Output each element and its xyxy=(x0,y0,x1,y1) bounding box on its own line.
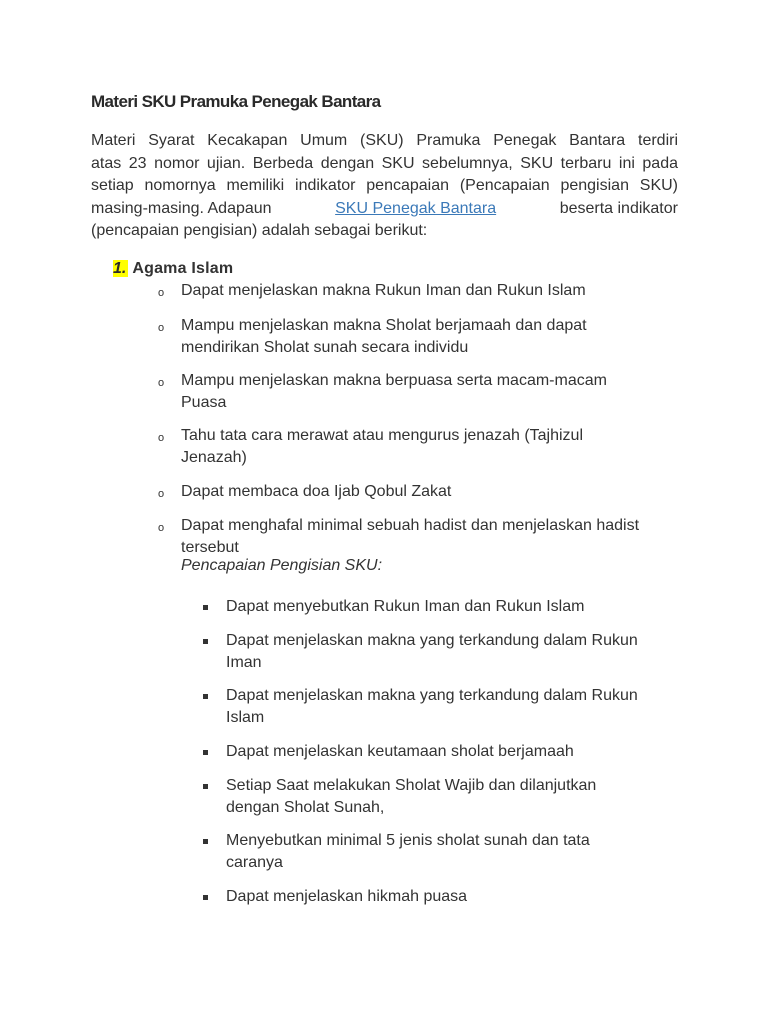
intro-line: setiap nomornya memiliki indikator pencapaian (Pencapaian pengisian SKU) xyxy=(91,177,678,194)
intro-line xyxy=(91,198,678,221)
list-item-text: Dapat menjelaskan makna yang terkandung dalam Rukun xyxy=(226,632,638,649)
list-item-text: Jenazah) xyxy=(181,449,247,466)
circle-bullet-icon: o xyxy=(158,488,165,500)
achievement-subheading: Pencapaian Pengisian SKU: xyxy=(181,557,383,574)
intro-line: Materi Syarat Kecakapan Umum (SKU) Pramuka Penegak Bantara terdiri xyxy=(91,132,678,149)
list-item-text: Dapat menghafal minimal sebuah hadist dan menjelaskan hadist xyxy=(181,517,640,534)
square-bullet-icon xyxy=(203,784,208,789)
list-item-text: Puasa xyxy=(181,394,227,411)
circle-bullet-icon: o xyxy=(158,432,165,444)
section-heading xyxy=(113,260,233,278)
square-bullet-icon xyxy=(203,750,208,755)
list-item-text: Dapat menjelaskan makna Rukun Iman dan Rukun Islam xyxy=(181,282,586,299)
list-item-text: Dapat menjelaskan makna yang terkandung dalam Rukun xyxy=(226,687,638,704)
circle-bullet-icon: o xyxy=(158,377,165,389)
intro-text: beserta indikator xyxy=(559,199,678,217)
list-item-text: Dapat menjelaskan hikmah puasa xyxy=(226,888,468,905)
section-number: 1. xyxy=(113,260,127,277)
list-item-text: caranya xyxy=(226,854,283,871)
sku-penegak-bantara-link[interactable]: SKU Penegak Bantara xyxy=(335,199,497,217)
circle-bullet-icon: o xyxy=(158,522,165,534)
list-item-text: Menyebutkan minimal 5 jenis sholat sunah dan tata xyxy=(226,832,590,849)
list-item-text: Mampu menjelaskan makna Sholat berjamaah dan dapat xyxy=(181,317,587,334)
list-item-text: dengan Sholat Sunah, xyxy=(226,799,385,816)
list-item-text: Tahu tata cara merawat atau mengurus jenazah (Tajhizul xyxy=(181,427,583,444)
circle-bullet-icon: o xyxy=(158,322,165,334)
list-item-text: Iman xyxy=(226,654,262,671)
square-bullet-icon xyxy=(203,694,208,699)
list-item-text: Dapat menyebutkan Rukun Iman dan Rukun Islam xyxy=(226,598,585,615)
list-item-text: mendirikan Sholat sunah secara individu xyxy=(181,339,469,356)
circle-bullet-icon: o xyxy=(158,287,165,299)
list-item-text: Dapat menjelaskan keutamaan sholat berjamaah xyxy=(226,743,574,760)
list-item-text: Setiap Saat melakukan Sholat Wajib dan dilanjutkan xyxy=(226,777,597,794)
square-bullet-icon xyxy=(203,639,208,644)
list-item-text: Mampu menjelaskan makna berpuasa serta macam-macam xyxy=(181,372,607,389)
intro-paragraph xyxy=(91,130,678,243)
intro-line: atas 23 nomor ujian. Berbeda dengan SKU sebelumnya, SKU terbaru ini pada xyxy=(91,154,678,172)
document-title: Materi SKU Pramuka Penegak Bantara xyxy=(91,92,381,111)
list-item-text: Islam xyxy=(226,709,265,726)
list-item-text: Dapat membaca doa Ijab Qobul Zakat xyxy=(181,483,452,500)
square-bullet-icon xyxy=(203,895,208,900)
intro-line: (pencapaian pengisian) adalah sebagai berikut: xyxy=(91,222,428,239)
list-item-text: tersebut xyxy=(181,539,239,556)
intro-text: masing-masing. Adapaun xyxy=(91,199,272,217)
square-bullet-icon xyxy=(203,605,208,610)
section-label: Agama Islam xyxy=(132,260,234,277)
square-bullet-icon xyxy=(203,839,208,844)
